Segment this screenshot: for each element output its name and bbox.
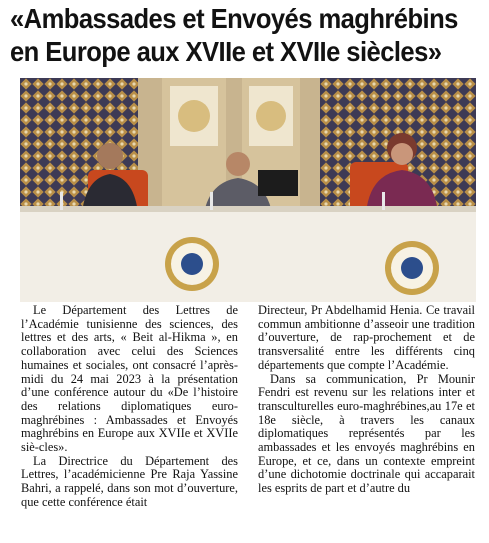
article-headline: [10, 2, 458, 68]
article-column-right: [258, 304, 475, 496]
paragraph-continuation: Directeur, Pr Abdelhamid Henia. Ce travail commun ambitionne d’asseoir une tradition d’ouverture, de rap-prochement et de transversalité entre les différents cinq départements que compte l’Académie.: [258, 303, 475, 372]
paragraph-communication: Dans sa communication, Pr Mounir Fendri est revenu sur les relations inter et transculturelles euro-maghrébines,au 17e et 18e siècle, à travers les canaux diplomatiques représentés par les ambassades et les envoyés maghrébins en Europe, et ce, dans un contexte empreint d’une dichotomie doctrinale qui accaparait les esprits de part et d’autre du: [258, 371, 475, 496]
headline-line-2: en Europe aux XVIIe et XVIIe siècles»: [10, 36, 442, 67]
conference-photo: [20, 78, 476, 302]
paragraph-intro: Le Département des Lettres de l’Académie tunisienne des sciences, des lettres et des arts, « Beit al-Hikma », en collaboration avec celui des Sciences humaines et sociales, ont consacré l’après-midi du 24 mai 2023 à la présentation d’une conférence autour du «De l’histoire des relations diplomatiques euro-maghrébines : Ambassades et Envoyés maghrébins en Europe aux XVIIe et XVIIe siè-cles».: [21, 303, 238, 455]
paragraph-director: La Directrice du Département des Lettres, l’académicienne Pre Raja Yassine Bahri, a rappelé, dans son mot d’ouverture, que cette conférence était: [21, 453, 238, 509]
article-column-left: [21, 304, 238, 510]
headline-line-1: «Ambassades et Envoyés maghrébins: [10, 3, 458, 34]
conference-panel-photo-icon: [20, 78, 476, 302]
